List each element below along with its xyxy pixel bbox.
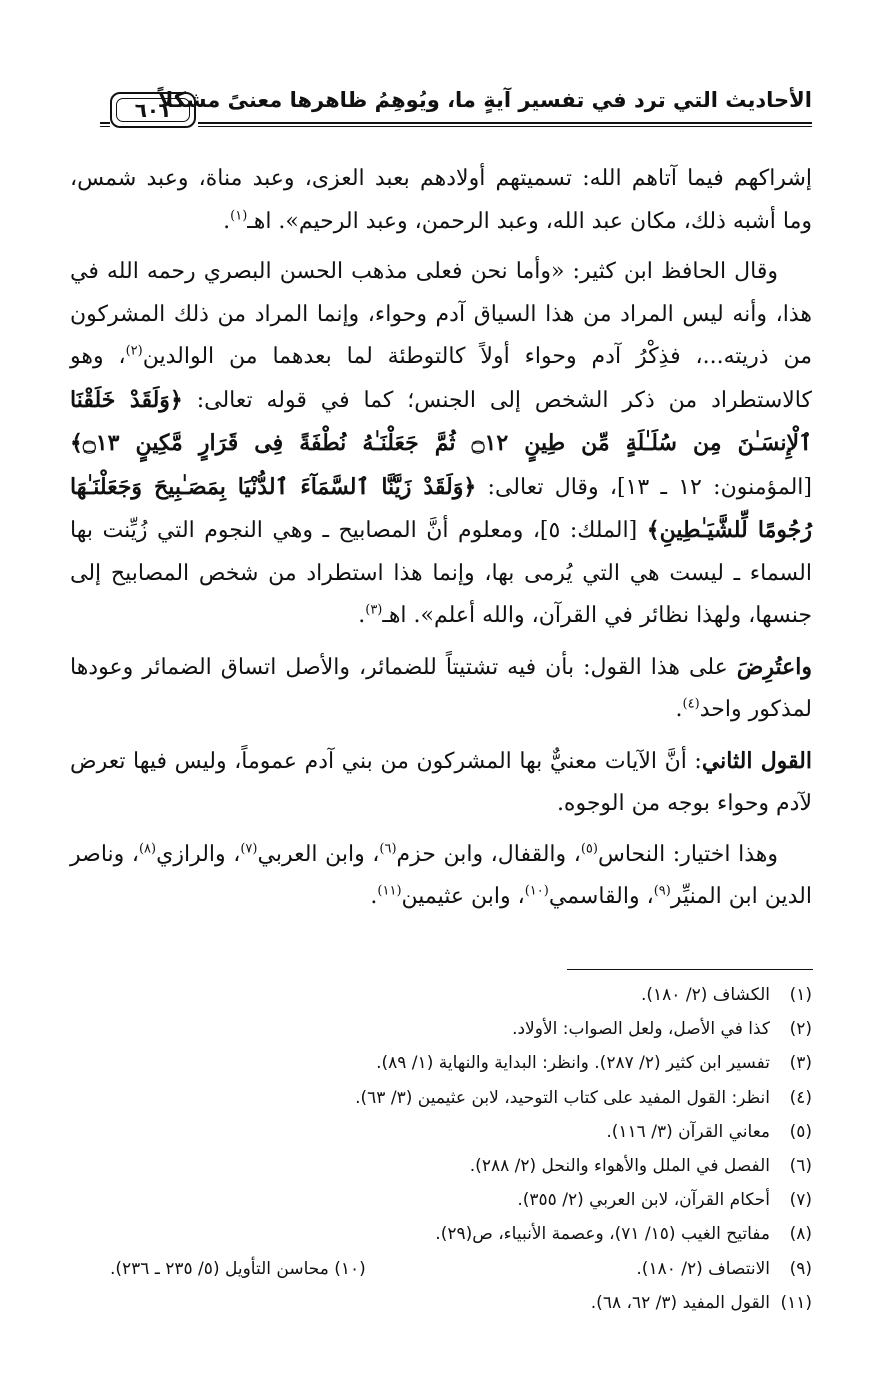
- text-run: : أنَّ الآيات معنيٌّ بها المشركون من بني آدم عموماً، وليس فيها تعرض لآدم وحواء بوجه من الوجوه.: [70, 748, 812, 816]
- footnote-text: الكشاف (٢/ ١٨٠).: [640, 985, 770, 1005]
- footnote-number: (٨): [789, 1224, 812, 1245]
- footnote-reference: (٤): [682, 696, 700, 712]
- text-run: ، وناصر الدين ابن المنيِّر: [70, 841, 812, 909]
- text-run: ، والقاسمي: [548, 884, 654, 909]
- footnote-reference: (٣): [365, 602, 383, 618]
- header-rule-left: [100, 122, 110, 124]
- footnote-reference: (١): [230, 208, 248, 224]
- text-run: .: [223, 208, 231, 234]
- footnote-text: الانتصاف (٢/ ١٨٠).: [636, 1258, 770, 1279]
- page-number: ٦٠١: [134, 98, 172, 122]
- footnote-text: القول المفيد (٣/ ٦٢، ٦٨).: [590, 1292, 770, 1313]
- footnote: [70, 1252, 812, 1286]
- footnote: [70, 1046, 812, 1080]
- footnote-text: كذا في الأصل، ولعل الصواب: الأولاد.: [512, 1019, 770, 1040]
- text-run: ، والرازي: [156, 841, 241, 867]
- footnote-text: انظر: القول المفيد على كتاب التوحيد، لابن عثيمين (٣/ ٦٣).: [355, 1087, 770, 1108]
- footnote-inline-second: (١٠) محاسن التأويل (٥/ ٢٣٥ ـ ٢٣٦).: [110, 1258, 366, 1279]
- text-run: وقال الحافظ ابن كثير: «وأما نحن فعلى مذهب الحسن البصري رحمه الله في هذا، وأنه ليس المراد من هذا السياق آدم وحواء، وإنما المراد من ذلك المشركون من ذريته...، فذِكْرُ آدم وحواء أولاً كالتوطئة لما بعدهما من الوالدين: [70, 259, 813, 369]
- footnote-text: تفسير ابن كثير (٢/ ٢٨٧). وانظر: البداية والنهاية (١/ ٨٩).: [376, 1053, 770, 1074]
- quran-verse: ﴿وَلَقَدْ زَيَّنَّا ٱلسَّمَآءَ ٱلدُّنْيَا بِمَصَـٰبِيحَ وَجَعَلْنَـٰهَا رُجُومًا لِّلشَّيَـٰطِينِ﴾: [70, 473, 812, 543]
- footnote-number: (٤): [789, 1087, 812, 1108]
- footnote-number: (١١): [780, 1292, 812, 1313]
- page-header: [100, 86, 812, 134]
- footnote-reference: (٦): [379, 841, 397, 857]
- footnote-number: (٦): [789, 1156, 812, 1177]
- footnote-separator: [567, 969, 813, 970]
- footnote-number: (١): [789, 985, 812, 1005]
- text-run: .: [370, 884, 378, 909]
- paragraph-5: [70, 834, 812, 919]
- text-run: [الملك: ٥]، ومعلوم أنَّ المصابيح ـ وهي النجوم التي زُيِّنت بها السماء ـ ليست هي التي يُرمى بها، وإنما هذا استطراد من شخص المصابيح إلى جنسها، ولهذا نظائر في القرآن، والله أعلم». اهـ: [70, 518, 812, 628]
- footnote-reference: (٥): [580, 841, 598, 857]
- footnote-reference: (٢): [125, 343, 143, 359]
- paragraph-3: [70, 646, 812, 732]
- footnote-number: (٣): [789, 1053, 812, 1074]
- header-rule: [198, 122, 812, 124]
- footnote-reference: (١١): [377, 883, 402, 899]
- paragraph-1: [70, 158, 812, 243]
- paragraph-2: [70, 251, 812, 638]
- text-run: .: [675, 697, 683, 722]
- footnote-text: معاني القرآن (٣/ ١١٦).: [606, 1121, 770, 1142]
- text-run: ، والقفال، وابن حزم: [396, 841, 581, 867]
- footnote-reference: (٩): [653, 883, 671, 899]
- footnote: [70, 1183, 812, 1217]
- footnote-number: (٧): [789, 1190, 812, 1211]
- footnotes: [70, 978, 812, 1320]
- footnote-number: (٢): [789, 1019, 812, 1040]
- page-number-frame: [110, 92, 196, 128]
- footnote-text: الفصل في الملل والأهواء والنحل (٢/ ٢٨٨).: [469, 1156, 770, 1177]
- text-run: ، وابن عثيمين: [401, 884, 525, 909]
- footnote: [70, 1217, 812, 1251]
- text-run: [المؤمنون: ١٢ ـ ١٣]، وقال تعالى:: [476, 474, 812, 500]
- text-run: إشراكهم فيما آتاهم الله: تسميتهم أولادهم بعبد العزى، وعبد مناة، وعبد شمس، وما أشبه ذلك، مكان عبد الله، وعبد الرحمن، وعبد الرحيم». اهـ: [70, 166, 812, 234]
- footnote-reference: (٧): [240, 841, 258, 857]
- page-number-frame-inner: [116, 98, 190, 122]
- footnote: [70, 1081, 812, 1115]
- text-run: وهذا اختيار: النحاس: [597, 841, 778, 867]
- bold-lead: القول الثاني: [701, 747, 812, 774]
- text-run: ، وابن العربي: [257, 841, 380, 867]
- running-title: الأحاديث التي ترد في تفسير آيةٍ ما، ويُوهِمُ ظاهرها معنىً مشكلاً: [157, 88, 812, 112]
- text-run: ، وهو كالاستطراد من ذكر الشخص إلى الجنس؛ كما في قوله تعالى:: [70, 344, 812, 413]
- footnote: [70, 1012, 812, 1046]
- footnote-text: أحكام القرآن، لابن العربي (٢/ ٣٥٥).: [517, 1190, 770, 1211]
- footnote-reference: (١٠): [524, 883, 549, 899]
- paragraph-4: [70, 740, 812, 826]
- footnote-number: (٩): [789, 1258, 812, 1279]
- footnote-reference: (٨): [138, 841, 157, 857]
- main-text: [70, 158, 812, 919]
- header-rule-thin: [198, 126, 812, 127]
- footnote: [70, 1149, 812, 1183]
- footnote-number: (٥): [789, 1121, 812, 1142]
- header-rule-left-thin: [100, 126, 110, 127]
- bold-lead: واعتُرِضَ: [736, 653, 812, 680]
- footnote-text: مفاتيح الغيب (١٥/ ٧١)، وعصمة الأنبياء، ص(٢٩).: [435, 1224, 770, 1245]
- text-run: .: [358, 603, 366, 628]
- footnote: [70, 1286, 812, 1320]
- footnote: [70, 1115, 812, 1149]
- text-run: على هذا القول: بأن فيه تشتيتاً للضمائر، والأصل اتساق الضمائر وعودها لمذكور واحد: [70, 654, 812, 722]
- footnote: [70, 978, 812, 1012]
- quran-verse: ﴿وَلَقَدْ خَلَقْنَا ٱلْإِنسَـٰنَ مِن سُلَـٰلَةٍ مِّن طِينٍ ۝١٢ ثُمَّ جَعَلْنَـٰهُ نُطْفَةً فِى قَرَارٍ مَّكِينٍ ۝١٣﴾: [70, 386, 812, 456]
